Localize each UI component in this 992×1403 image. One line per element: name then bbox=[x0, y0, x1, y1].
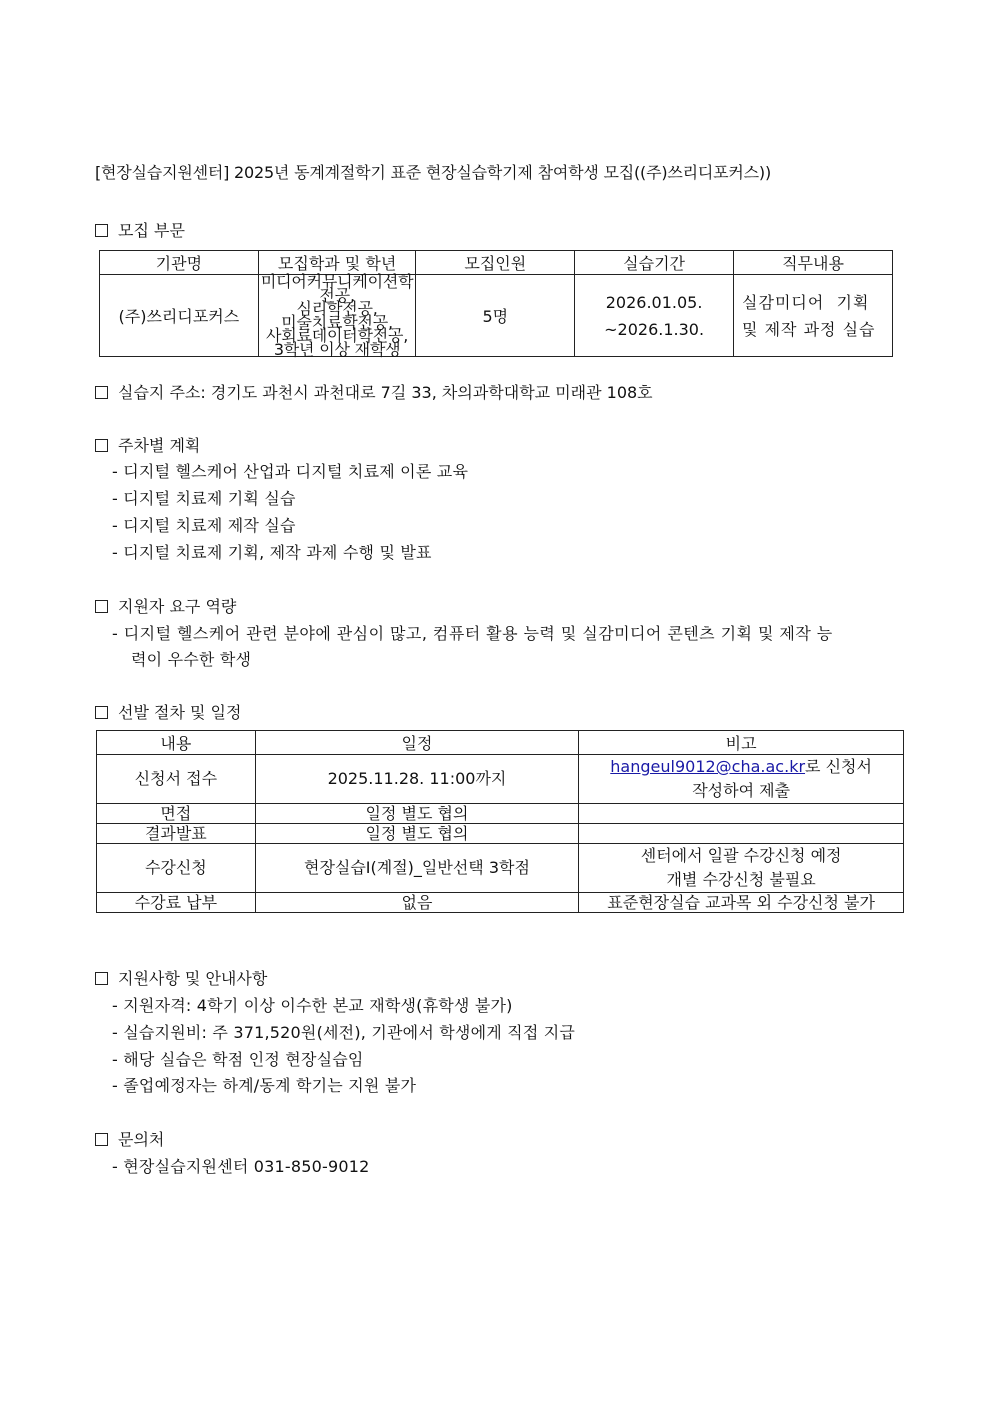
section-address: 실습지 주소: 경기도 과천시 과천대로 7길 33, 차의과학대학교 미래관 108호 bbox=[95, 380, 653, 403]
table-row: 수강신청 현장실습Ⅰ(계절)_일반선택 3학점 센터에서 일괄 수강신청 예정 개별 수강신청 불필요 bbox=[97, 844, 904, 893]
section-requirements: 지원자 요구 역량 bbox=[95, 594, 236, 617]
email-link[interactable]: hangeul9012@cha.ac.kr bbox=[610, 757, 806, 776]
list-item: - 디지털 치료제 기획 실습 bbox=[112, 489, 296, 508]
list-item: - 지원자격: 4학기 이상 이수한 본교 재학생(휴학생 불가) bbox=[112, 996, 513, 1015]
job-cell: 실감미디어 기획 및 제작 과정 실습 bbox=[734, 275, 893, 357]
table-row bbox=[100, 275, 893, 357]
majors-cell: 미디어커뮤니케이션학전공, 심리학전공, 미술치료학전공, 사회료데이터학전공, 3학년 이상 재학생 bbox=[258, 275, 416, 357]
table-row: 신청서 접수 2025.11.28. 11:00까지 hangeul9012@cha.ac.kr로 신청서 작성하여 제출 bbox=[97, 755, 904, 804]
header-job: 직무내용 bbox=[734, 251, 893, 275]
list-item: - 해당 실습은 학점 인정 현장실습임 bbox=[112, 1050, 364, 1069]
list-item: - 실습지원비: 주 371,520원(세전), 기관에서 학생에게 직접 지급 bbox=[112, 1023, 576, 1042]
org-name: (주)쓰리디포커스 bbox=[100, 275, 259, 357]
list-item: - 디지털 헬스케어 관련 분야에 관심이 많고, 컴퓨터 활용 능력 및 실감미디어 콘텐츠 기획 및 제작 능 bbox=[112, 624, 833, 643]
period-cell: 2026.01.05. ~2026.1.30. bbox=[575, 275, 734, 357]
list-item: - 현장실습지원센터 031-850-9012 bbox=[112, 1157, 370, 1176]
table-row: 수강료 납부 없음 표준현장실습 교과목 외 수강신청 불가 bbox=[97, 893, 904, 913]
checkbox-icon bbox=[95, 439, 108, 452]
header-org: 기관명 bbox=[100, 251, 259, 275]
recruit-count: 5명 bbox=[416, 275, 575, 357]
checkbox-icon bbox=[95, 1133, 108, 1146]
checkbox-icon bbox=[95, 224, 108, 237]
list-item-continuation: 력이 우수한 학생 bbox=[131, 650, 252, 669]
section-selection: 선발 절차 및 일정 bbox=[95, 700, 241, 723]
checkbox-icon bbox=[95, 600, 108, 613]
recruit-table bbox=[99, 250, 893, 357]
checkbox-icon bbox=[95, 386, 108, 399]
section-contact: 문의처 bbox=[95, 1127, 164, 1150]
header-count: 모집인원 bbox=[416, 251, 575, 275]
list-item: - 디지털 치료제 제작 실습 bbox=[112, 516, 296, 535]
section-recruit: 모집 부문 bbox=[95, 218, 185, 241]
header-major: 모집학과 및 학년 bbox=[258, 251, 416, 275]
header-period: 실습기간 bbox=[575, 251, 734, 275]
table-row: 결과발표 일정 별도 협의 bbox=[97, 824, 904, 844]
section-support: 지원사항 및 안내사항 bbox=[95, 966, 267, 989]
list-item: - 졸업예정자는 하계/동계 학기는 지원 불가 bbox=[112, 1076, 417, 1095]
list-item: - 디지털 헬스케어 산업과 디지털 치료제 이론 교육 bbox=[112, 462, 469, 481]
checkbox-icon bbox=[95, 972, 108, 985]
table-row: 면접 일정 별도 협의 bbox=[97, 804, 904, 824]
checkbox-icon bbox=[95, 706, 108, 719]
document-title: [현장실습지원센터] 2025년 동계계절학기 표준 현장실습학기제 참여학생 모집((주)쓰리디포커스)) bbox=[95, 163, 772, 182]
table-header-row: 내용 일정 비고 bbox=[97, 731, 904, 755]
list-item: - 디지털 치료제 기획, 제작 과제 수행 및 발표 bbox=[112, 543, 432, 562]
selection-table bbox=[96, 730, 904, 913]
section-weekly: 주차별 계획 bbox=[95, 433, 200, 456]
table-header-row bbox=[100, 251, 893, 275]
